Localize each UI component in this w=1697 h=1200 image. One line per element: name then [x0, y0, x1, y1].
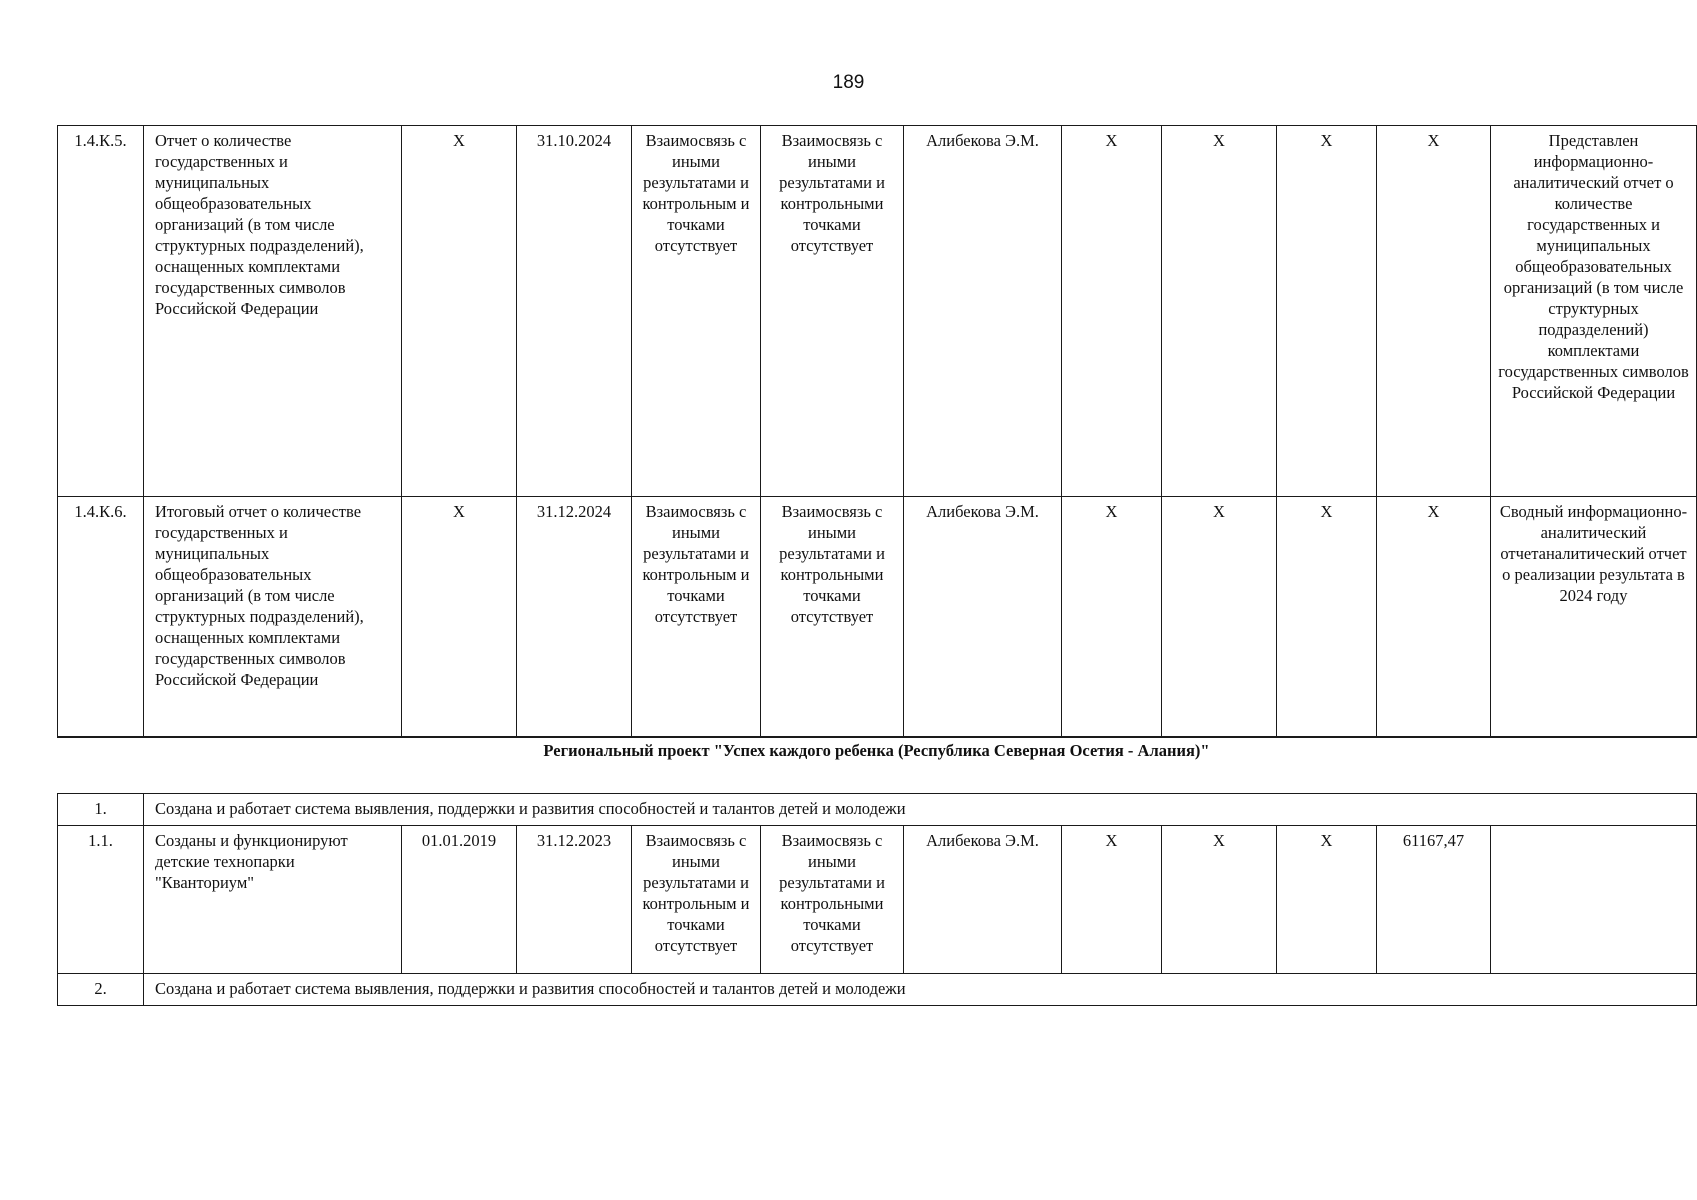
value-3: X — [1277, 497, 1377, 737]
table-row — [58, 826, 1697, 974]
value-4: X — [1377, 126, 1491, 497]
result: Сводный информационно-аналитический отчетаналитический отчет о реализации результата в 2024 году — [1491, 497, 1697, 737]
link-next: Взаимосвязь с иными результатами и контрольными точками отсутствует — [761, 826, 904, 974]
row-number: 1.1. — [58, 826, 144, 974]
start-date: 01.01.2019 — [402, 826, 517, 974]
section-title: Региональный проект "Успех каждого ребенка (Республика Северная Осетия - Алания)" — [543, 741, 1210, 760]
start-date: X — [402, 497, 517, 737]
row-name: Итоговый отчет о количестве государственных и муниципальных общеобразовательных организаций (в том числе структурных подразделений), оснащенных комплектами государственных символов Российской Федерации — [144, 497, 402, 737]
value-2: X — [1162, 826, 1277, 974]
value-4: X — [1377, 497, 1491, 737]
task-title: Создана и работает система выявления, поддержки и развития способностей и талантов детей и молодежи — [144, 794, 1697, 826]
value-3: X — [1277, 826, 1377, 974]
plan-table-section — [57, 793, 1697, 1006]
value-2: X — [1162, 497, 1277, 737]
table-row — [58, 794, 1697, 826]
start-date: X — [402, 126, 517, 497]
task-title: Создана и работает система выявления, поддержки и развития способностей и талантов детей и молодежи — [144, 974, 1697, 1006]
link-next: Взаимосвязь с иными результатами и контрольными точками отсутствует — [761, 126, 904, 497]
table-row — [58, 974, 1697, 1006]
responsible: Алибекова Э.М. — [904, 126, 1062, 497]
responsible: Алибекова Э.М. — [904, 826, 1062, 974]
link-previous: Взаимосвязь с иными результатами и контрольным и точками отсутствует — [632, 826, 761, 974]
link-previous: Взаимосвязь с иными результатами и контрольным и точками отсутствует — [632, 497, 761, 737]
table-row — [58, 497, 1697, 737]
value-1: X — [1062, 497, 1162, 737]
row-number: 1.4.К.5. — [58, 126, 144, 497]
value-3: X — [1277, 126, 1377, 497]
value-1: X — [1062, 126, 1162, 497]
value-1: X — [1062, 826, 1162, 974]
link-next: Взаимосвязь с иными результатами и контрольными точками отсутствует — [761, 497, 904, 737]
result: Представлен информационно-аналитический отчет о количестве государственных и муниципальных общеобразовательных организаций (в том числе структурных подразделений) комплектами государственных символов Российской Федерации — [1491, 126, 1697, 497]
result — [1491, 826, 1697, 974]
table-row — [58, 126, 1697, 497]
row-number: 1. — [58, 794, 144, 826]
page-number: 189 — [832, 72, 865, 93]
responsible: Алибекова Э.М. — [904, 497, 1062, 737]
row-number: 2. — [58, 974, 144, 1006]
row-name: Созданы и функционируют детские технопарки "Кванториум" — [144, 826, 402, 974]
row-number: 1.4.К.6. — [58, 497, 144, 737]
end-date: 31.10.2024 — [517, 126, 632, 497]
plan-table-continued — [57, 125, 1697, 738]
value-4: 61167,47 — [1377, 826, 1491, 974]
row-name: Отчет о количестве государственных и муниципальных общеобразовательных организаций (в том числе структурных подразделений), оснащенных комплектами государственных символов Российской Федерации — [144, 126, 402, 497]
end-date: 31.12.2023 — [517, 826, 632, 974]
end-date: 31.12.2024 — [517, 497, 632, 737]
link-previous: Взаимосвязь с иными результатами и контрольным и точками отсутствует — [632, 126, 761, 497]
value-2: X — [1162, 126, 1277, 497]
